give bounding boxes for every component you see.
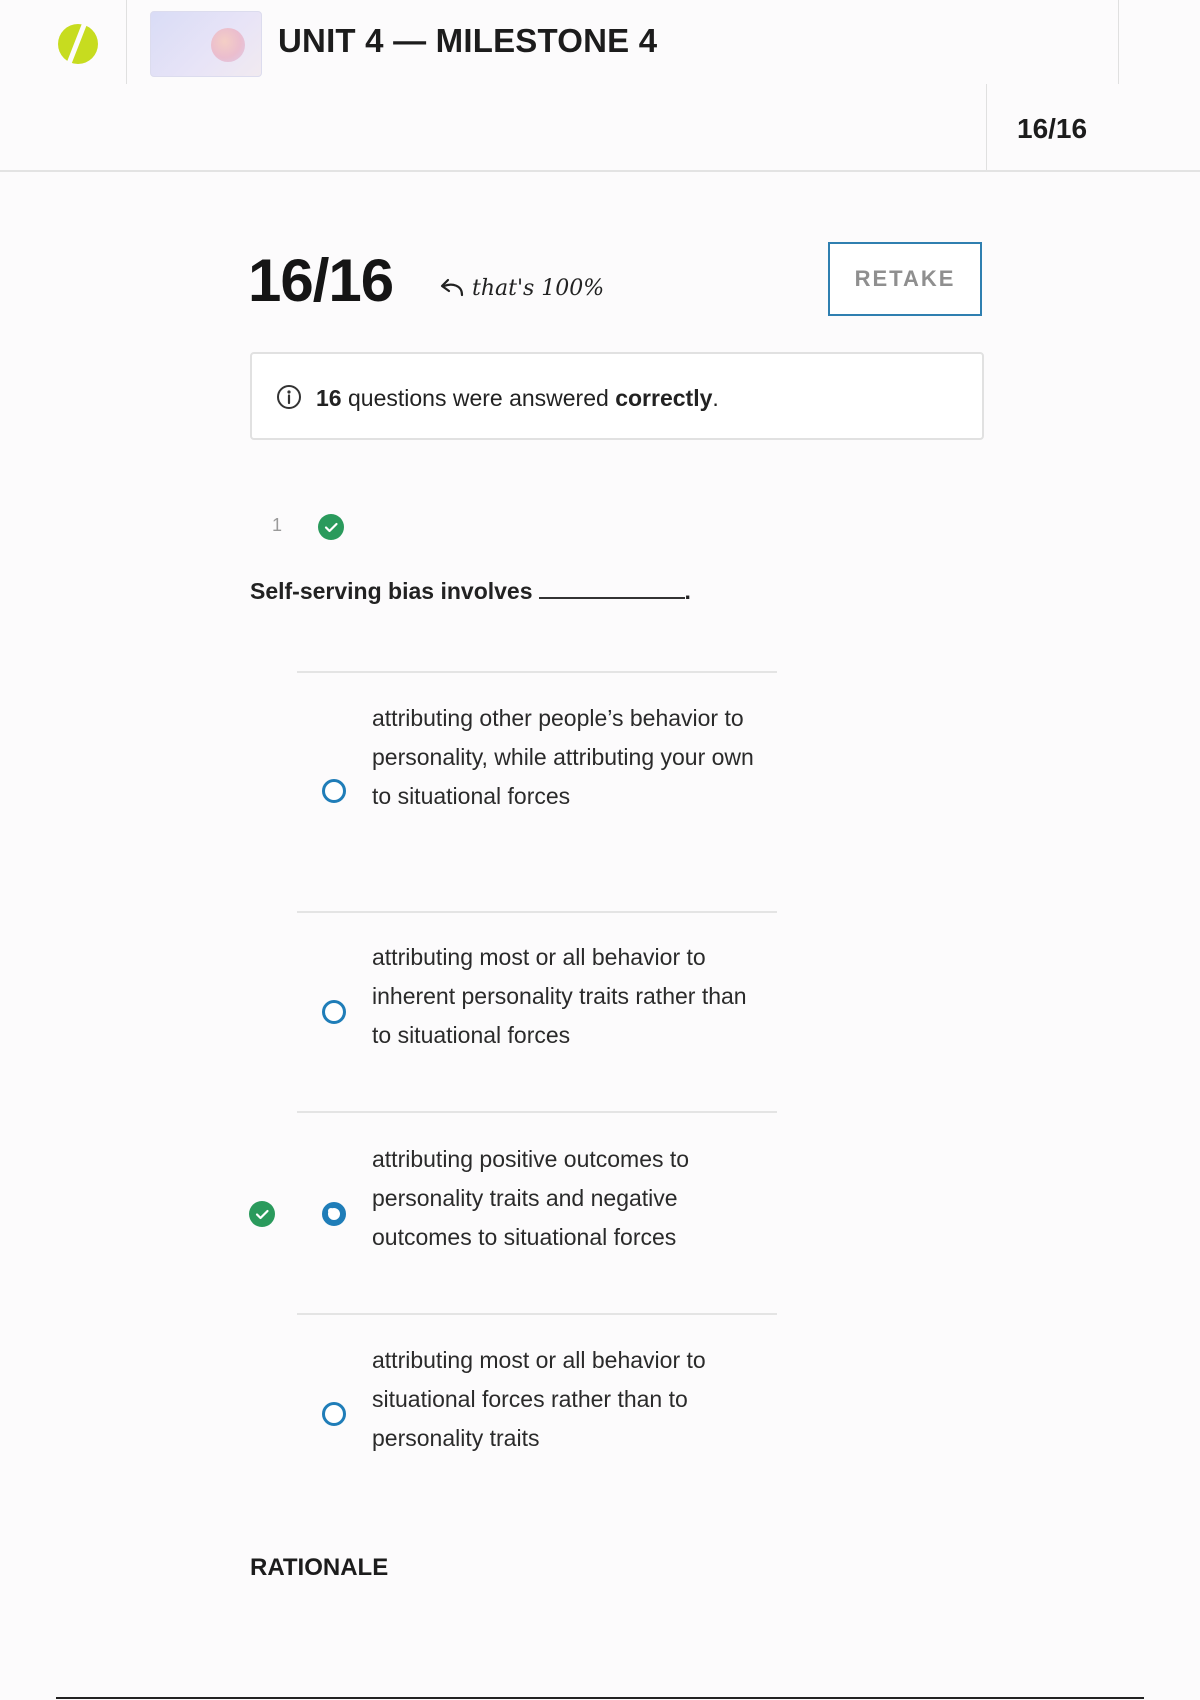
option-radio[interactable] [322,779,346,803]
option-radio[interactable] [322,1402,346,1426]
option-label[interactable]: attributing most or all behavior to situational forces rather than to personality traits [372,1347,706,1451]
result-info-text [316,385,719,412]
curved-arrow-icon [436,277,466,301]
progress-counter: 16/16 [1017,113,1088,144]
info-middle-text: questions were answered [341,385,616,411]
correct-check-icon [318,514,344,540]
course-thumbnail-image [150,11,262,77]
result-info-box [250,352,984,440]
score-note-text: that's 100% [472,276,605,301]
info-end-text: . [712,385,719,411]
rationale-heading: RATIONALE [250,1554,389,1581]
bottom-divider [56,1697,1144,1699]
option-label[interactable]: attributing positive outcomes to personality traits and negative outcomes to situational forces [372,1146,690,1250]
correct-answer-check-icon [249,1201,275,1227]
retake-button[interactable]: RETAKE [828,242,982,316]
option-radio[interactable] [322,1000,346,1024]
option-divider [297,671,777,673]
question-prompt [250,578,691,605]
option-label[interactable]: attributing most or all behavior to inherent personality traits rather than to situational forces [372,944,747,1048]
header-divider [1118,0,1119,84]
top-bar [0,0,1200,172]
brand-logo-icon[interactable] [52,14,104,72]
progress-divider [986,84,987,170]
option-label[interactable]: attributing other people’s behavior to personality, while attributing your own to situational forces [372,705,754,809]
score-display: 16/16 [248,247,394,314]
question-end: . [684,578,691,604]
question-number: 1 [272,515,283,535]
option-divider [297,1111,777,1113]
score-annotation [436,276,604,301]
option-radio-selected[interactable] [322,1202,346,1226]
info-icon [276,384,302,410]
option-divider [297,911,777,913]
info-emphasis-text: correctly [615,385,713,411]
header-divider [126,0,127,84]
option-divider [297,1313,777,1315]
page-title: UNIT 4 — MILESTONE 4 [278,22,658,59]
correct-count: 16 [316,385,342,411]
thumbnail-brain-graphic [211,28,245,62]
question-blank [539,596,685,599]
question-text: Self-serving bias involves [250,578,533,604]
